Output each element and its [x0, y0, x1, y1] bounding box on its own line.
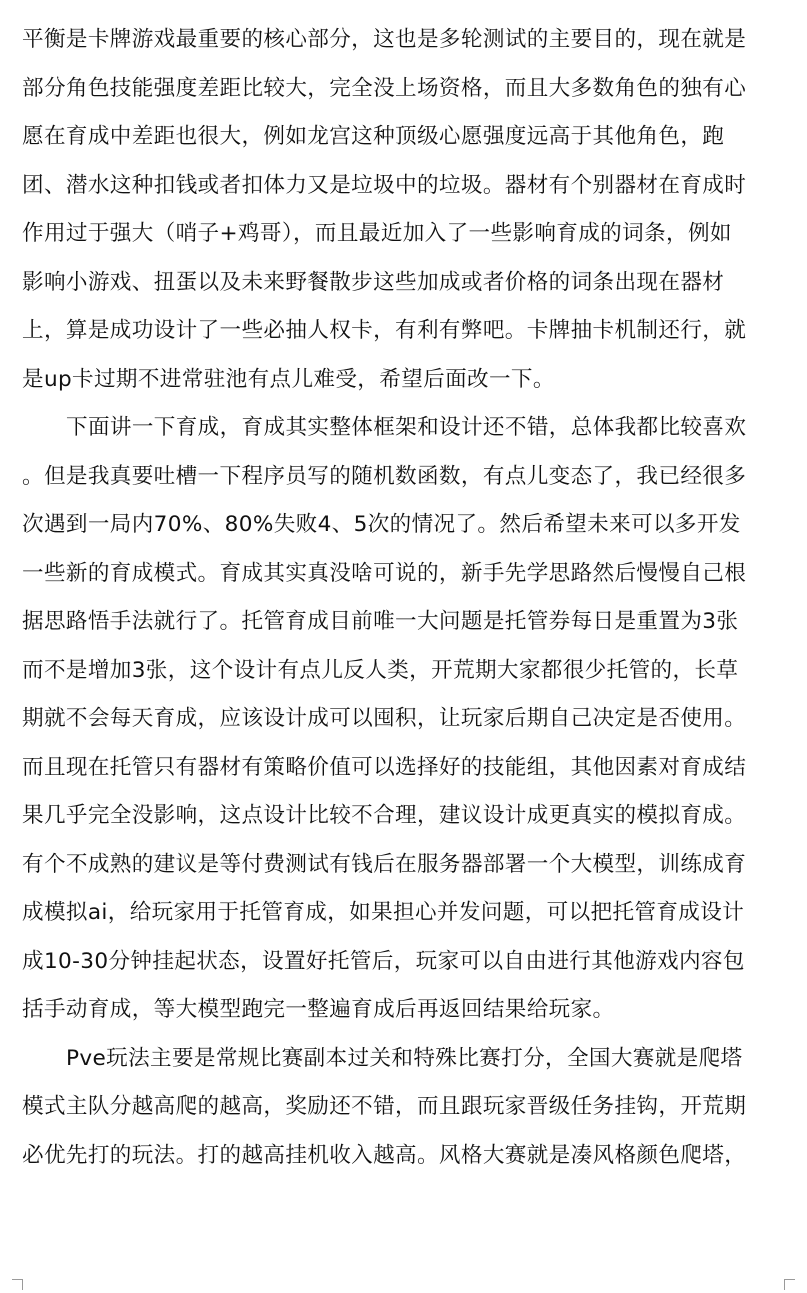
text-line: 成模拟ai，给玩家用于托管育成，如果担心并发问题，可以把托管育成设计 — [22, 900, 745, 925]
text-line: 据思路悟手法就行了。托管育成目前唯一大问题是托管券每日是重置为3张 — [22, 609, 739, 634]
text-line: 括手动育成，等大模型跑完一整遍育成后再返回结果给玩家。 — [22, 997, 615, 1022]
text-line: 有个不成熟的建议是等付费测试有钱后在服务器部署一个大模型，训练成育 — [22, 851, 747, 877]
page-corner-mark-right — [784, 1279, 795, 1290]
text-line: 期就不会每天育成，应该设计成可以囤积，让玩家后期自己决定是否使用。 — [22, 706, 747, 731]
text-line: 模式主队分越高爬的越高，奖励还不错，而且跟玩家晋级任务挂钩，开荒期 — [22, 1094, 747, 1119]
text-line: 成10-30分钟挂起状态，设置好托管后，玩家可以自由进行其他游戏内容包 — [22, 948, 745, 974]
text-line: 。但是我真要吐槽一下程序员写的随机数函数，有点儿变态了，我已经很多 — [22, 463, 747, 489]
text-line: 必优先打的玩法。打的越高挂机收入越高。风格大赛就是凑风格颜色爬塔， — [22, 1142, 747, 1168]
text-line: 平衡是卡牌游戏最重要的核心部分，这也是多轮测试的主要目的，现在就是 — [22, 27, 747, 52]
text-line: 果几乎完全没影响，这点设计比较不合理，建议设计成更真实的模拟育成。 — [22, 803, 747, 828]
paragraph-start-line: Pve玩法主要是常规比赛副本过关和特殊比赛打分，全国大赛就是爬塔 — [66, 1045, 743, 1071]
text-line: 作用过于强大（哨子+鸡哥），而且最近加入了一些影响育成的词条，例如 — [22, 221, 732, 246]
text-line: 部分角色技能强度差距比较大，完全没上场资格，而且大多数角色的独有心 — [22, 75, 747, 101]
text-line: 而不是增加3张，这个设计有点儿反人类，开荒期大家都很少托管的，长草 — [22, 657, 739, 683]
text-line: 上，算是成功设计了一些必抽人权卡，有利有弊吧。卡牌抽卡机制还行，就 — [22, 318, 747, 343]
text-line: 而且现在托管只有器材有策略价值可以选择好的技能组，其他因素对育成结 — [22, 754, 747, 780]
text-line: 一些新的育成模式。育成其实真没啥可说的，新手先学思路然后慢慢自己根 — [22, 560, 747, 586]
page-corner-mark-left — [12, 1279, 23, 1290]
text-line: 团、潜水这种扣钱或者扣体力又是垃圾中的垃圾。器材有个别器材在育成时 — [22, 172, 747, 198]
text-line: 是up卡过期不进常驻池有点儿难受，希望后面改一下。 — [22, 366, 555, 392]
paragraph-start-line: 下面讲一下育成，育成其实整体框架和设计还不错，总体我都比较喜欢 — [66, 415, 747, 440]
text-line: 影响小游戏、扭蛋以及未来野餐散步这些加成或者价格的词条出现在器材 — [22, 269, 725, 295]
text-line: 次遇到一局内70%、80%失败4、5次的情况了。然后希望未来可以多开发 — [22, 512, 741, 537]
text-line: 愿在育成中差距也很大，例如龙宫这种顶级心愿强度远高于其他角色，跑 — [22, 124, 725, 149]
document-body — [22, 16, 782, 1180]
